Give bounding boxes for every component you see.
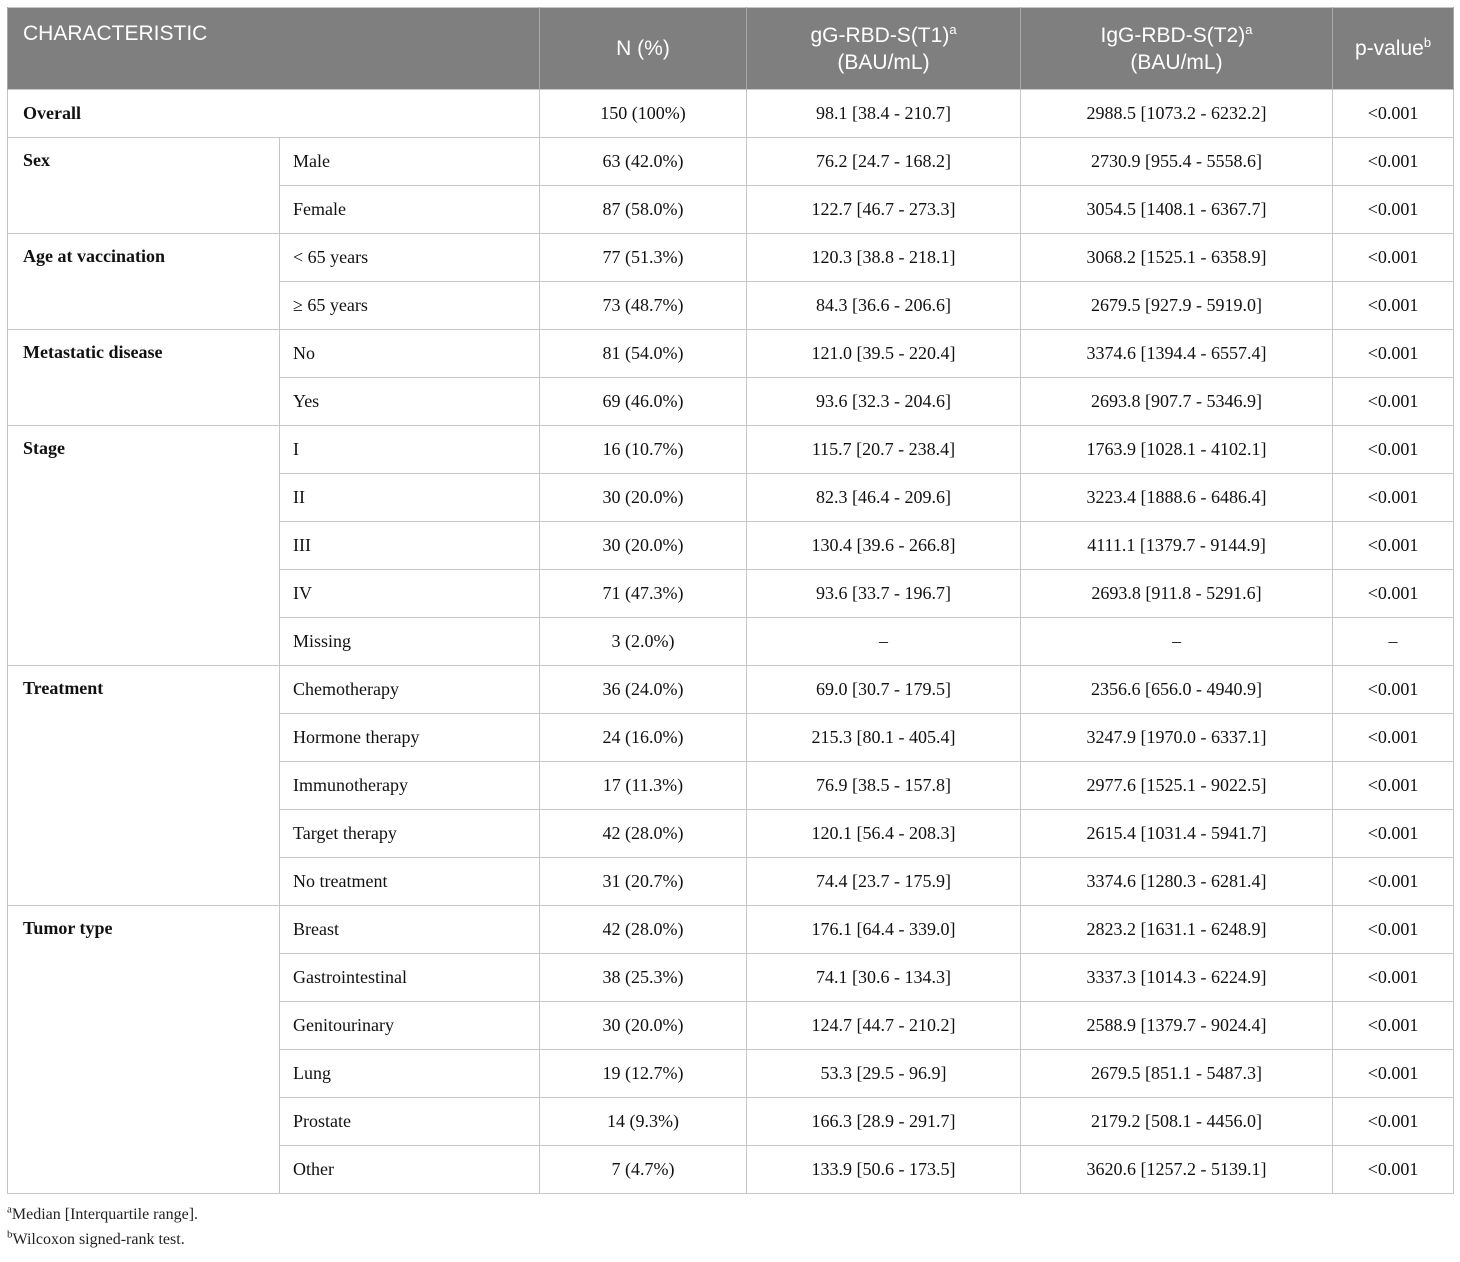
n-percent-cell: 30 (20.0%) — [540, 474, 747, 522]
p-value-cell: <0.001 — [1333, 954, 1454, 1002]
n-percent-cell: 77 (51.3%) — [540, 234, 747, 282]
header-n-percent: N (%) — [540, 8, 747, 90]
t1-cell: 82.3 [46.4 - 209.6] — [747, 474, 1021, 522]
subgroup-label: ≥ 65 years — [280, 282, 540, 330]
t2-cell: 2693.8 [911.8 - 5291.6] — [1021, 570, 1333, 618]
n-percent-cell: 16 (10.7%) — [540, 426, 747, 474]
subgroup-label: Genitourinary — [280, 1002, 540, 1050]
header-t1 — [747, 8, 1021, 90]
subgroup-label: < 65 years — [280, 234, 540, 282]
t1-cell: 93.6 [32.3 - 204.6] — [747, 378, 1021, 426]
subgroup-label: II — [280, 474, 540, 522]
subgroup-label: Male — [280, 138, 540, 186]
t2-cell: 3337.3 [1014.3 - 6224.9] — [1021, 954, 1333, 1002]
t2-cell: 2679.5 [851.1 - 5487.3] — [1021, 1050, 1333, 1098]
group-label: Sex — [8, 138, 280, 234]
n-percent-cell: 7 (4.7%) — [540, 1146, 747, 1194]
t2-cell: 3247.9 [1970.0 - 6337.1] — [1021, 714, 1333, 762]
t2-cell: 2179.2 [508.1 - 4456.0] — [1021, 1098, 1333, 1146]
n-percent-cell: 81 (54.0%) — [540, 330, 747, 378]
group-label: Tumor type — [8, 906, 280, 1194]
table-header — [8, 8, 1454, 90]
t2-cell: 3068.2 [1525.1 - 6358.9] — [1021, 234, 1333, 282]
t2-cell: 2679.5 [927.9 - 5919.0] — [1021, 282, 1333, 330]
n-percent-cell: 30 (20.0%) — [540, 1002, 747, 1050]
t1-cell: 121.0 [39.5 - 220.4] — [747, 330, 1021, 378]
overall-p: <0.001 — [1333, 90, 1454, 138]
t2-cell: 1763.9 [1028.1 - 4102.1] — [1021, 426, 1333, 474]
p-value-cell: <0.001 — [1333, 1050, 1454, 1098]
table-row — [8, 330, 1454, 378]
footnotes — [7, 1202, 1453, 1252]
n-percent-cell: 3 (2.0%) — [540, 618, 747, 666]
p-value-cell: <0.001 — [1333, 186, 1454, 234]
table-row — [8, 426, 1454, 474]
characteristics-table — [7, 7, 1454, 1194]
n-percent-cell: 87 (58.0%) — [540, 186, 747, 234]
subgroup-label: Yes — [280, 378, 540, 426]
t1-cell: 115.7 [20.7 - 238.4] — [747, 426, 1021, 474]
header-t2 — [1021, 8, 1333, 90]
subgroup-label: Female — [280, 186, 540, 234]
header-t2-unit: (BAU/mL) — [1130, 50, 1223, 74]
n-percent-cell: 17 (11.3%) — [540, 762, 747, 810]
subgroup-label: Missing — [280, 618, 540, 666]
p-value-cell: <0.001 — [1333, 1146, 1454, 1194]
t1-cell: 133.9 [50.6 - 173.5] — [747, 1146, 1021, 1194]
table-row — [8, 234, 1454, 282]
t1-cell: 74.4 [23.7 - 175.9] — [747, 858, 1021, 906]
table-body — [8, 90, 1454, 1194]
subgroup-label: Immunotherapy — [280, 762, 540, 810]
t1-cell: 120.1 [56.4 - 208.3] — [747, 810, 1021, 858]
p-value-cell: <0.001 — [1333, 282, 1454, 330]
p-value-cell: <0.001 — [1333, 522, 1454, 570]
t1-cell: 215.3 [80.1 - 405.4] — [747, 714, 1021, 762]
n-percent-cell: 36 (24.0%) — [540, 666, 747, 714]
p-value-cell: <0.001 — [1333, 906, 1454, 954]
t1-cell: 120.3 [38.8 - 218.1] — [747, 234, 1021, 282]
n-percent-cell: 73 (48.7%) — [540, 282, 747, 330]
p-value-cell: <0.001 — [1333, 234, 1454, 282]
n-percent-cell: 71 (47.3%) — [540, 570, 747, 618]
overall-n: 150 (100%) — [540, 90, 747, 138]
subgroup-label: Breast — [280, 906, 540, 954]
n-percent-cell: 38 (25.3%) — [540, 954, 747, 1002]
footnote-b — [7, 1227, 1453, 1252]
p-value-cell: <0.001 — [1333, 378, 1454, 426]
p-value-cell: – — [1333, 618, 1454, 666]
p-value-cell: <0.001 — [1333, 1002, 1454, 1050]
t1-cell: 176.1 [64.4 - 339.0] — [747, 906, 1021, 954]
t2-cell: 2588.9 [1379.7 - 9024.4] — [1021, 1002, 1333, 1050]
p-value-cell: <0.001 — [1333, 426, 1454, 474]
n-percent-cell: 19 (12.7%) — [540, 1050, 747, 1098]
t2-cell: 3223.4 [1888.6 - 6486.4] — [1021, 474, 1333, 522]
t1-cell: 122.7 [46.7 - 273.3] — [747, 186, 1021, 234]
footnote-a — [7, 1202, 1453, 1227]
t2-cell: 2823.2 [1631.1 - 6248.9] — [1021, 906, 1333, 954]
p-value-cell: <0.001 — [1333, 474, 1454, 522]
t2-cell: 3374.6 [1394.4 - 6557.4] — [1021, 330, 1333, 378]
n-percent-cell: 69 (46.0%) — [540, 378, 747, 426]
subgroup-label: IV — [280, 570, 540, 618]
t1-cell: 74.1 [30.6 - 134.3] — [747, 954, 1021, 1002]
p-value-cell: <0.001 — [1333, 858, 1454, 906]
subgroup-label: III — [280, 522, 540, 570]
table-container — [7, 7, 1453, 1252]
p-value-cell: <0.001 — [1333, 1098, 1454, 1146]
t1-cell: – — [747, 618, 1021, 666]
subgroup-label: Prostate — [280, 1098, 540, 1146]
t2-cell: 2977.6 [1525.1 - 9022.5] — [1021, 762, 1333, 810]
header-t2-label: IgG-RBD-S(T2) — [1100, 23, 1246, 47]
t2-cell: 4111.1 [1379.7 - 9144.9] — [1021, 522, 1333, 570]
group-label: Stage — [8, 426, 280, 666]
table-row — [8, 906, 1454, 954]
header-row — [8, 8, 1454, 90]
p-value-cell: <0.001 — [1333, 570, 1454, 618]
header-p-label: p-value — [1354, 37, 1424, 60]
t2-cell: 3620.6 [1257.2 - 5139.1] — [1021, 1146, 1333, 1194]
n-percent-cell: 42 (28.0%) — [540, 906, 747, 954]
footnote-a-mark: a — [7, 1203, 12, 1216]
subgroup-label: Other — [280, 1146, 540, 1194]
t2-cell: 3374.6 [1280.3 - 6281.4] — [1021, 858, 1333, 906]
footnote-b-text: Wilcoxon signed-rank test. — [12, 1231, 185, 1248]
subgroup-label: No — [280, 330, 540, 378]
t1-cell: 130.4 [39.6 - 266.8] — [747, 522, 1021, 570]
subgroup-label: Chemotherapy — [280, 666, 540, 714]
overall-t1: 98.1 [38.4 - 210.7] — [747, 90, 1021, 138]
group-label: Metastatic disease — [8, 330, 280, 426]
t1-cell: 69.0 [30.7 - 179.5] — [747, 666, 1021, 714]
t2-cell: 2730.9 [955.4 - 5558.6] — [1021, 138, 1333, 186]
subgroup-label: Hormone therapy — [280, 714, 540, 762]
n-percent-cell: 14 (9.3%) — [540, 1098, 747, 1146]
overall-label: Overall — [8, 90, 540, 138]
header-t1-unit: (BAU/mL) — [837, 50, 930, 74]
t1-cell: 124.7 [44.7 - 210.2] — [747, 1002, 1021, 1050]
subgroup-label: No treatment — [280, 858, 540, 906]
n-percent-cell: 24 (16.0%) — [540, 714, 747, 762]
header-p-value — [1333, 8, 1454, 90]
t2-cell: 2615.4 [1031.4 - 5941.7] — [1021, 810, 1333, 858]
t2-cell: 3054.5 [1408.1 - 6367.7] — [1021, 186, 1333, 234]
table-row — [8, 666, 1454, 714]
header-t2-sup: a — [1245, 21, 1253, 37]
header-p-sup: b — [1423, 35, 1432, 50]
t2-cell: 2693.8 [907.7 - 5346.9] — [1021, 378, 1333, 426]
n-percent-cell: 30 (20.0%) — [540, 522, 747, 570]
footnote-b-mark: b — [7, 1228, 13, 1241]
header-t1-label: gG-RBD-S(T1) — [810, 23, 950, 47]
p-value-cell: <0.001 — [1333, 714, 1454, 762]
n-percent-cell: 63 (42.0%) — [540, 138, 747, 186]
t2-cell: – — [1021, 618, 1333, 666]
group-label: Treatment — [8, 666, 280, 906]
group-label: Age at vaccination — [8, 234, 280, 330]
p-value-cell: <0.001 — [1333, 330, 1454, 378]
p-value-cell: <0.001 — [1333, 138, 1454, 186]
table-row — [8, 138, 1454, 186]
table-row-overall — [8, 90, 1454, 138]
subgroup-label: Lung — [280, 1050, 540, 1098]
p-value-cell: <0.001 — [1333, 666, 1454, 714]
header-characteristic: CHARACTERISTIC — [8, 8, 540, 90]
p-value-cell: <0.001 — [1333, 810, 1454, 858]
t1-cell: 84.3 [36.6 - 206.6] — [747, 282, 1021, 330]
subgroup-label: Gastrointestinal — [280, 954, 540, 1002]
overall-t2: 2988.5 [1073.2 - 6232.2] — [1021, 90, 1333, 138]
t1-cell: 93.6 [33.7 - 196.7] — [747, 570, 1021, 618]
t1-cell: 76.2 [24.7 - 168.2] — [747, 138, 1021, 186]
subgroup-label: Target therapy — [280, 810, 540, 858]
n-percent-cell: 31 (20.7%) — [540, 858, 747, 906]
t1-cell: 53.3 [29.5 - 96.9] — [747, 1050, 1021, 1098]
footnote-a-text: Median [Interquartile range]. — [11, 1206, 199, 1223]
p-value-cell: <0.001 — [1333, 762, 1454, 810]
t1-cell: 166.3 [28.9 - 291.7] — [747, 1098, 1021, 1146]
t1-cell: 76.9 [38.5 - 157.8] — [747, 762, 1021, 810]
n-percent-cell: 42 (28.0%) — [540, 810, 747, 858]
subgroup-label: I — [280, 426, 540, 474]
t2-cell: 2356.6 [656.0 - 4940.9] — [1021, 666, 1333, 714]
header-t1-sup: a — [949, 21, 957, 37]
